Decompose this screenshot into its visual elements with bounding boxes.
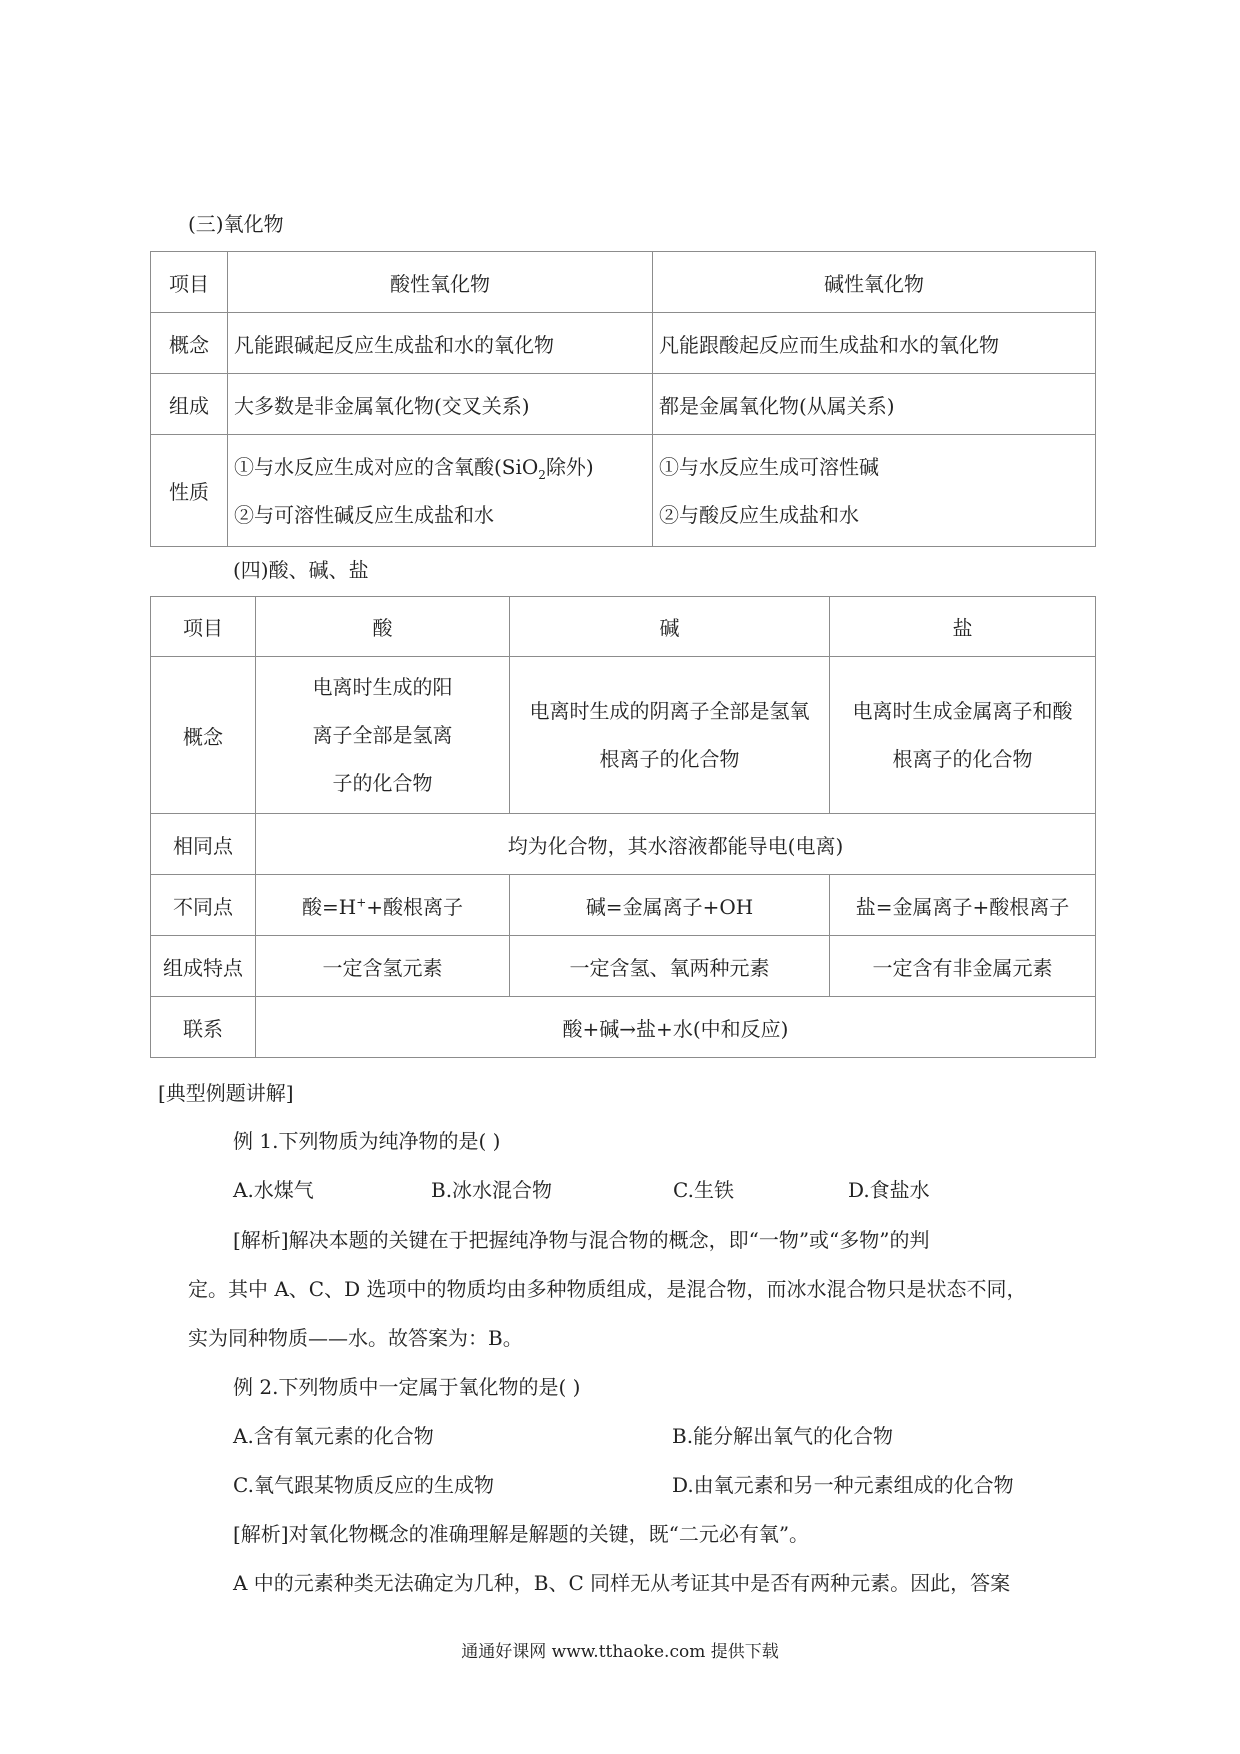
header-item: 项目 [151,252,228,313]
example-1-option-b: B.冰水混合物 [431,1178,553,1202]
basic-property-line-2: ②与酸反应生成盐和水 [659,502,859,527]
common-point-cell: 均为化合物，其水溶液都能导电(电离) [256,814,1096,875]
table-row [151,435,1096,547]
table-row [151,313,1096,374]
example-2-option-b: B.能分解出氧气的化合物 [672,1424,894,1448]
example-1-question: 例 1.下列物质为纯净物的是( ) [233,1129,501,1153]
table-header-row [151,252,1096,313]
example-2-question: 例 2.下列物质中一定属于氧化物的是( ) [233,1375,581,1399]
row-label-difference: 不同点 [151,875,256,936]
acid-concept-line: 离子全部是氢离 [312,723,453,747]
footer-credit: 通通好课网 www.tthaoke.com 提供下载 [461,1642,779,1662]
header-base: 碱 [510,597,830,657]
acidic-concept-cell: 凡能跟碱起反应生成盐和水的氧化物 [228,313,653,374]
table-row [151,814,1096,875]
basic-property-line-1: ①与水反应生成可溶性碱 [659,454,879,479]
base-composition-cell: 一定含氢、氧两种元素 [510,936,830,997]
example-1-option-d: D.食盐水 [848,1178,930,1202]
basic-concept-cell: 凡能跟酸起反应而生成盐和水的氧化物 [653,313,1096,374]
relation-cell: 酸+碱→盐+水(中和反应) [256,997,1096,1058]
examples-heading: [典型例题讲解] [158,1081,294,1105]
acidic-property-cell [228,435,653,547]
header-item: 项目 [151,597,256,657]
table-row [151,657,1096,814]
base-difference-cell: 碱=金属离子+OH [510,875,830,936]
header-basic-oxide: 碱性氧化物 [653,252,1096,313]
acidic-property-line-1: ①与水反应生成对应的含氧酸(SiO$_2$除外) [234,454,594,482]
salt-difference-cell: 盐=金属离子+酸根离子 [830,875,1096,936]
example-1-option-a: A.水煤气 [233,1178,314,1202]
base-concept-cell [510,657,830,814]
section-3-title: (三)氧化物 [188,212,284,236]
basic-property-cell [653,435,1096,547]
acidic-property-line-2: ②与可溶性碱反应生成盐和水 [234,502,494,527]
example-1-analysis-line: 实为同种物质——水。故答案为：B。 [188,1326,523,1350]
table-row [151,875,1096,936]
acid-composition-cell: 一定含氢元素 [256,936,510,997]
example-2-option-a: A.含有氧元素的化合物 [233,1424,434,1448]
example-2-analysis-line: A 中的元素种类无法确定为几种，B、C 同样无从考证其中是否有两种元素。因此，答案 [233,1571,1011,1595]
row-label-composition: 组成 [151,374,228,435]
example-1-analysis-line: [解析]解决本题的关键在于把握纯净物与混合物的概念，即“一物”或“多物”的判 [233,1228,930,1252]
table-row [151,997,1096,1058]
example-2-analysis-line: [解析]对氧化物概念的准确理解是解题的关键，既“二元必有氧”。 [233,1522,810,1546]
row-label-composition: 组成特点 [151,936,256,997]
acid-concept-cell [256,657,510,814]
acid-concept-line: 子的化合物 [332,771,433,795]
acid-concept-line: 电离时生成的阳 [312,675,453,699]
salt-concept-cell [830,657,1096,814]
row-label-common: 相同点 [151,814,256,875]
example-2-option-d: D.由氧元素和另一种元素组成的化合物 [672,1473,1014,1497]
example-1-analysis-line: 定。其中 A、C、D 选项中的物质均由多种物质组成，是混合物，而冰水混合物只是状态不同， [188,1277,1027,1301]
basic-composition-cell: 都是金属氧化物(从属关系) [653,374,1096,435]
salt-concept-line: 电离时生成金属离子和酸 [852,699,1073,723]
example-1-option-c: C.生铁 [673,1178,734,1202]
base-concept-line: 根离子的化合物 [599,747,740,771]
acid-base-salt-table [150,596,1096,1058]
header-salt: 盐 [830,597,1096,657]
table-row [151,936,1096,997]
header-acidic-oxide: 酸性氧化物 [228,252,653,313]
acid-difference-cell: 酸=H++酸根离子 [256,875,510,936]
base-concept-line: 电离时生成的阴离子全部是氢氧 [529,699,810,723]
row-label-property: 性质 [151,435,228,547]
acidic-composition-cell: 大多数是非金属氧化物(交叉关系) [228,374,653,435]
salt-composition-cell: 一定含有非金属元素 [830,936,1096,997]
example-2-option-c: C.氧气跟某物质反应的生成物 [233,1473,494,1497]
salt-concept-line: 根离子的化合物 [892,747,1033,771]
section-4-title: (四)酸、碱、盐 [233,558,369,582]
oxides-table [150,251,1096,547]
row-label-concept: 概念 [151,313,228,374]
row-label-concept: 概念 [151,657,256,814]
row-label-relation: 联系 [151,997,256,1058]
table-row [151,374,1096,435]
header-acid: 酸 [256,597,510,657]
table-header-row [151,597,1096,657]
